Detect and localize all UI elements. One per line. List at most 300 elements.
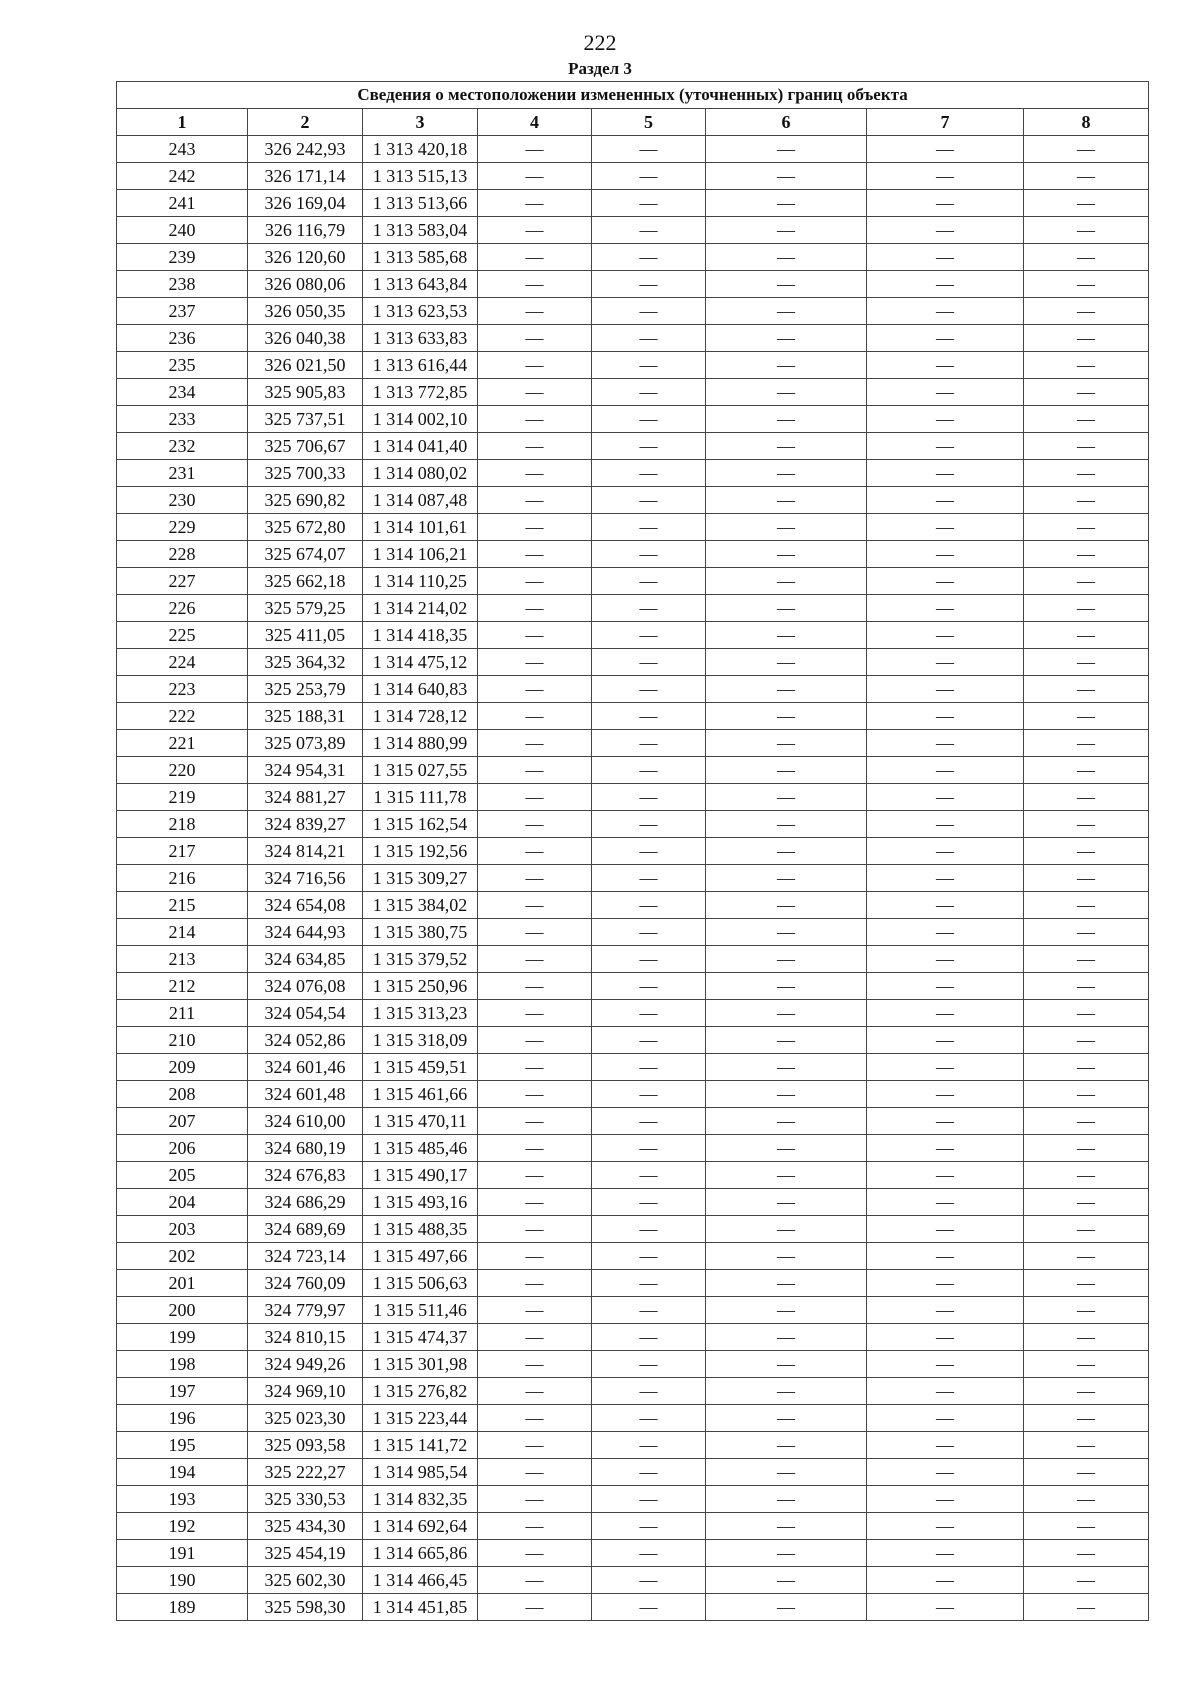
table-row bbox=[117, 811, 1149, 838]
column-6-cell: — bbox=[706, 460, 867, 487]
column-4-cell: — bbox=[478, 1216, 592, 1243]
column-4-cell: — bbox=[478, 1135, 592, 1162]
column-8-cell: — bbox=[1024, 595, 1149, 622]
column-8-cell: — bbox=[1024, 1162, 1149, 1189]
column-8-cell: — bbox=[1024, 919, 1149, 946]
table-row bbox=[117, 676, 1149, 703]
column-6-cell: — bbox=[706, 973, 867, 1000]
column-4-cell: — bbox=[478, 325, 592, 352]
coordinate-y-cell: 1 315 301,98 bbox=[363, 1351, 478, 1378]
column-header-6: 6 bbox=[706, 109, 867, 136]
column-7-cell: — bbox=[867, 190, 1024, 217]
coordinate-y-cell: 1 314 640,83 bbox=[363, 676, 478, 703]
column-8-cell: — bbox=[1024, 784, 1149, 811]
column-4-cell: — bbox=[478, 1459, 592, 1486]
table-row bbox=[117, 838, 1149, 865]
page-number: 222 bbox=[583, 30, 617, 55]
column-5-cell: — bbox=[592, 1162, 706, 1189]
table-row bbox=[117, 1351, 1149, 1378]
column-7-cell: — bbox=[867, 325, 1024, 352]
table-row bbox=[117, 784, 1149, 811]
coordinate-y-cell: 1 315 250,96 bbox=[363, 973, 478, 1000]
column-7-cell: — bbox=[867, 1027, 1024, 1054]
table-row bbox=[117, 298, 1149, 325]
column-6-cell: — bbox=[706, 1162, 867, 1189]
column-8-cell: — bbox=[1024, 568, 1149, 595]
column-8-cell: — bbox=[1024, 757, 1149, 784]
column-6-cell: — bbox=[706, 1378, 867, 1405]
table-row bbox=[117, 1270, 1149, 1297]
coordinate-x-cell: 325 598,30 bbox=[248, 1594, 363, 1621]
point-number-cell: 243 bbox=[117, 136, 248, 163]
coordinate-y-cell: 1 314 106,21 bbox=[363, 541, 478, 568]
column-5-cell: — bbox=[592, 244, 706, 271]
column-4-cell: — bbox=[478, 1351, 592, 1378]
column-6-cell: — bbox=[706, 244, 867, 271]
table-row bbox=[117, 1216, 1149, 1243]
column-6-cell: — bbox=[706, 1432, 867, 1459]
table-row bbox=[117, 757, 1149, 784]
table-row bbox=[117, 1162, 1149, 1189]
table-row bbox=[117, 1189, 1149, 1216]
table-row bbox=[117, 487, 1149, 514]
column-5-cell: — bbox=[592, 865, 706, 892]
column-7-cell: — bbox=[867, 1270, 1024, 1297]
column-5-cell: — bbox=[592, 1432, 706, 1459]
column-8-cell: — bbox=[1024, 298, 1149, 325]
point-number-cell: 219 bbox=[117, 784, 248, 811]
table-row bbox=[117, 271, 1149, 298]
column-4-cell: — bbox=[478, 1432, 592, 1459]
column-4-cell: — bbox=[478, 460, 592, 487]
column-8-cell: — bbox=[1024, 1108, 1149, 1135]
column-5-cell: — bbox=[592, 325, 706, 352]
coordinate-x-cell: 325 188,31 bbox=[248, 703, 363, 730]
column-4-cell: — bbox=[478, 1027, 592, 1054]
table-row bbox=[117, 703, 1149, 730]
column-4-cell: — bbox=[478, 811, 592, 838]
column-6-cell: — bbox=[706, 1513, 867, 1540]
column-4-cell: — bbox=[478, 1081, 592, 1108]
point-number-cell: 235 bbox=[117, 352, 248, 379]
point-number-cell: 200 bbox=[117, 1297, 248, 1324]
column-6-cell: — bbox=[706, 325, 867, 352]
column-8-cell: — bbox=[1024, 811, 1149, 838]
column-5-cell: — bbox=[592, 1054, 706, 1081]
column-5-cell: — bbox=[592, 1351, 706, 1378]
coordinate-x-cell: 324 949,26 bbox=[248, 1351, 363, 1378]
point-number-cell: 212 bbox=[117, 973, 248, 1000]
column-7-cell: — bbox=[867, 1513, 1024, 1540]
coordinate-y-cell: 1 315 506,63 bbox=[363, 1270, 478, 1297]
coordinate-x-cell: 325 411,05 bbox=[248, 622, 363, 649]
column-6-cell: — bbox=[706, 1270, 867, 1297]
column-7-cell: — bbox=[867, 946, 1024, 973]
coordinate-y-cell: 1 315 461,66 bbox=[363, 1081, 478, 1108]
column-4-cell: — bbox=[478, 1189, 592, 1216]
column-7-cell: — bbox=[867, 1162, 1024, 1189]
coordinate-x-cell: 325 672,80 bbox=[248, 514, 363, 541]
column-4-cell: — bbox=[478, 1540, 592, 1567]
coordinate-x-cell: 324 676,83 bbox=[248, 1162, 363, 1189]
column-8-cell: — bbox=[1024, 1540, 1149, 1567]
column-8-cell: — bbox=[1024, 379, 1149, 406]
table-row bbox=[117, 406, 1149, 433]
column-4-cell: — bbox=[478, 136, 592, 163]
coordinate-x-cell: 325 700,33 bbox=[248, 460, 363, 487]
coordinate-y-cell: 1 315 027,55 bbox=[363, 757, 478, 784]
point-number-cell: 205 bbox=[117, 1162, 248, 1189]
point-number-cell: 237 bbox=[117, 298, 248, 325]
column-5-cell: — bbox=[592, 1027, 706, 1054]
point-number-cell: 232 bbox=[117, 433, 248, 460]
table-row bbox=[117, 919, 1149, 946]
column-7-cell: — bbox=[867, 676, 1024, 703]
column-5-cell: — bbox=[592, 1270, 706, 1297]
point-number-cell: 213 bbox=[117, 946, 248, 973]
column-5-cell: — bbox=[592, 406, 706, 433]
column-6-cell: — bbox=[706, 541, 867, 568]
column-6-cell: — bbox=[706, 1189, 867, 1216]
coordinate-x-cell: 324 076,08 bbox=[248, 973, 363, 1000]
coordinate-y-cell: 1 313 772,85 bbox=[363, 379, 478, 406]
point-number-cell: 240 bbox=[117, 217, 248, 244]
column-4-cell: — bbox=[478, 1162, 592, 1189]
column-6-cell: — bbox=[706, 838, 867, 865]
column-5-cell: — bbox=[592, 433, 706, 460]
coordinate-y-cell: 1 315 380,75 bbox=[363, 919, 478, 946]
column-6-cell: — bbox=[706, 379, 867, 406]
column-header-2: 2 bbox=[248, 109, 363, 136]
coordinate-y-cell: 1 313 513,66 bbox=[363, 190, 478, 217]
column-5-cell: — bbox=[592, 217, 706, 244]
table-row bbox=[117, 163, 1149, 190]
coordinate-y-cell: 1 315 141,72 bbox=[363, 1432, 478, 1459]
column-8-cell: — bbox=[1024, 1000, 1149, 1027]
point-number-cell: 225 bbox=[117, 622, 248, 649]
point-number-cell: 216 bbox=[117, 865, 248, 892]
column-6-cell: — bbox=[706, 676, 867, 703]
column-5-cell: — bbox=[592, 703, 706, 730]
column-4-cell: — bbox=[478, 892, 592, 919]
table-row bbox=[117, 352, 1149, 379]
point-number-cell: 190 bbox=[117, 1567, 248, 1594]
coordinate-y-cell: 1 315 379,52 bbox=[363, 946, 478, 973]
column-8-cell: — bbox=[1024, 730, 1149, 757]
column-7-cell: — bbox=[867, 271, 1024, 298]
point-number-cell: 191 bbox=[117, 1540, 248, 1567]
table-row bbox=[117, 595, 1149, 622]
column-7-cell: — bbox=[867, 973, 1024, 1000]
column-4-cell: — bbox=[478, 163, 592, 190]
coordinate-y-cell: 1 313 585,68 bbox=[363, 244, 478, 271]
column-8-cell: — bbox=[1024, 865, 1149, 892]
column-8-cell: — bbox=[1024, 1459, 1149, 1486]
table-row bbox=[117, 244, 1149, 271]
table-row bbox=[117, 1405, 1149, 1432]
column-8-cell: — bbox=[1024, 973, 1149, 1000]
column-8-cell: — bbox=[1024, 1216, 1149, 1243]
coordinate-y-cell: 1 315 223,44 bbox=[363, 1405, 478, 1432]
column-8-cell: — bbox=[1024, 703, 1149, 730]
coordinate-y-cell: 1 314 728,12 bbox=[363, 703, 478, 730]
table-row bbox=[117, 1297, 1149, 1324]
column-4-cell: — bbox=[478, 1594, 592, 1621]
point-number-cell: 194 bbox=[117, 1459, 248, 1486]
point-number-cell: 207 bbox=[117, 1108, 248, 1135]
coordinate-x-cell: 325 073,89 bbox=[248, 730, 363, 757]
column-7-cell: — bbox=[867, 487, 1024, 514]
coordinate-y-cell: 1 315 485,46 bbox=[363, 1135, 478, 1162]
column-7-cell: — bbox=[867, 460, 1024, 487]
column-7-cell: — bbox=[867, 1459, 1024, 1486]
coordinate-y-cell: 1 313 643,84 bbox=[363, 271, 478, 298]
column-8-cell: — bbox=[1024, 514, 1149, 541]
column-7-cell: — bbox=[867, 1081, 1024, 1108]
table-row bbox=[117, 460, 1149, 487]
column-8-cell: — bbox=[1024, 1567, 1149, 1594]
coordinate-x-cell: 324 680,19 bbox=[248, 1135, 363, 1162]
column-8-cell: — bbox=[1024, 676, 1149, 703]
column-8-cell: — bbox=[1024, 244, 1149, 271]
column-header-7: 7 bbox=[867, 109, 1024, 136]
point-number-cell: 209 bbox=[117, 1054, 248, 1081]
column-7-cell: — bbox=[867, 541, 1024, 568]
column-5-cell: — bbox=[592, 298, 706, 325]
coordinate-y-cell: 1 314 002,10 bbox=[363, 406, 478, 433]
column-6-cell: — bbox=[706, 1324, 867, 1351]
coordinate-y-cell: 1 314 214,02 bbox=[363, 595, 478, 622]
column-5-cell: — bbox=[592, 1378, 706, 1405]
column-6-cell: — bbox=[706, 1108, 867, 1135]
point-number-cell: 189 bbox=[117, 1594, 248, 1621]
coordinate-y-cell: 1 314 880,99 bbox=[363, 730, 478, 757]
table-body bbox=[117, 136, 1149, 1621]
column-4-cell: — bbox=[478, 217, 592, 244]
column-6-cell: — bbox=[706, 568, 867, 595]
column-8-cell: — bbox=[1024, 190, 1149, 217]
table-row bbox=[117, 379, 1149, 406]
column-6-cell: — bbox=[706, 1297, 867, 1324]
table-row bbox=[117, 946, 1149, 973]
column-5-cell: — bbox=[592, 1513, 706, 1540]
table-row bbox=[117, 1513, 1149, 1540]
column-5-cell: — bbox=[592, 1486, 706, 1513]
column-6-cell: — bbox=[706, 1351, 867, 1378]
point-number-cell: 192 bbox=[117, 1513, 248, 1540]
table-caption: Сведения о местоположении измененных (уточненных) границ объекта bbox=[117, 82, 1149, 109]
coordinate-y-cell: 1 314 110,25 bbox=[363, 568, 478, 595]
column-5-cell: — bbox=[592, 757, 706, 784]
column-4-cell: — bbox=[478, 784, 592, 811]
coordinate-x-cell: 324 634,85 bbox=[248, 946, 363, 973]
coordinate-x-cell: 326 116,79 bbox=[248, 217, 363, 244]
coordinate-y-cell: 1 315 497,66 bbox=[363, 1243, 478, 1270]
coordinate-y-cell: 1 313 616,44 bbox=[363, 352, 478, 379]
column-7-cell: — bbox=[867, 1135, 1024, 1162]
column-4-cell: — bbox=[478, 514, 592, 541]
column-5-cell: — bbox=[592, 973, 706, 1000]
point-number-cell: 218 bbox=[117, 811, 248, 838]
coordinate-x-cell: 324 610,00 bbox=[248, 1108, 363, 1135]
coordinate-y-cell: 1 313 515,13 bbox=[363, 163, 478, 190]
column-4-cell: — bbox=[478, 1378, 592, 1405]
column-7-cell: — bbox=[867, 1378, 1024, 1405]
column-5-cell: — bbox=[592, 1243, 706, 1270]
column-7-cell: — bbox=[867, 838, 1024, 865]
table-row bbox=[117, 1459, 1149, 1486]
column-8-cell: — bbox=[1024, 433, 1149, 460]
point-number-cell: 233 bbox=[117, 406, 248, 433]
coordinate-y-cell: 1 314 692,64 bbox=[363, 1513, 478, 1540]
coordinate-x-cell: 325 690,82 bbox=[248, 487, 363, 514]
column-header-1: 1 bbox=[117, 109, 248, 136]
column-5-cell: — bbox=[592, 514, 706, 541]
column-7-cell: — bbox=[867, 1594, 1024, 1621]
column-6-cell: — bbox=[706, 1081, 867, 1108]
column-4-cell: — bbox=[478, 568, 592, 595]
column-header-4: 4 bbox=[478, 109, 592, 136]
column-4-cell: — bbox=[478, 1486, 592, 1513]
column-5-cell: — bbox=[592, 1216, 706, 1243]
coordinate-x-cell: 325 253,79 bbox=[248, 676, 363, 703]
column-7-cell: — bbox=[867, 568, 1024, 595]
column-6-cell: — bbox=[706, 163, 867, 190]
column-5-cell: — bbox=[592, 379, 706, 406]
coordinate-y-cell: 1 314 665,86 bbox=[363, 1540, 478, 1567]
coordinate-x-cell: 324 814,21 bbox=[248, 838, 363, 865]
column-8-cell: — bbox=[1024, 1027, 1149, 1054]
coordinate-y-cell: 1 315 276,82 bbox=[363, 1378, 478, 1405]
coordinate-x-cell: 324 810,15 bbox=[248, 1324, 363, 1351]
point-number-cell: 228 bbox=[117, 541, 248, 568]
column-4-cell: — bbox=[478, 757, 592, 784]
table-row bbox=[117, 1378, 1149, 1405]
point-number-cell: 208 bbox=[117, 1081, 248, 1108]
point-number-cell: 221 bbox=[117, 730, 248, 757]
coordinate-y-cell: 1 313 420,18 bbox=[363, 136, 478, 163]
coordinate-y-cell: 1 315 488,35 bbox=[363, 1216, 478, 1243]
column-5-cell: — bbox=[592, 1324, 706, 1351]
column-4-cell: — bbox=[478, 1324, 592, 1351]
coordinate-y-cell: 1 314 418,35 bbox=[363, 622, 478, 649]
column-6-cell: — bbox=[706, 622, 867, 649]
column-header-5: 5 bbox=[592, 109, 706, 136]
column-8-cell: — bbox=[1024, 1378, 1149, 1405]
column-5-cell: — bbox=[592, 730, 706, 757]
column-5-cell: — bbox=[592, 271, 706, 298]
column-6-cell: — bbox=[706, 406, 867, 433]
column-8-cell: — bbox=[1024, 406, 1149, 433]
column-4-cell: — bbox=[478, 1270, 592, 1297]
column-8-cell: — bbox=[1024, 460, 1149, 487]
coordinate-x-cell: 325 023,30 bbox=[248, 1405, 363, 1432]
coordinate-y-cell: 1 315 490,17 bbox=[363, 1162, 478, 1189]
point-number-cell: 204 bbox=[117, 1189, 248, 1216]
point-number-cell: 231 bbox=[117, 460, 248, 487]
column-7-cell: — bbox=[867, 622, 1024, 649]
column-4-cell: — bbox=[478, 244, 592, 271]
point-number-cell: 242 bbox=[117, 163, 248, 190]
column-7-cell: — bbox=[867, 811, 1024, 838]
coordinate-x-cell: 324 054,54 bbox=[248, 1000, 363, 1027]
coordinate-y-cell: 1 314 985,54 bbox=[363, 1459, 478, 1486]
coordinate-y-cell: 1 314 101,61 bbox=[363, 514, 478, 541]
column-6-cell: — bbox=[706, 298, 867, 325]
coordinate-x-cell: 326 169,04 bbox=[248, 190, 363, 217]
coordinate-x-cell: 324 760,09 bbox=[248, 1270, 363, 1297]
column-6-cell: — bbox=[706, 595, 867, 622]
point-number-cell: 238 bbox=[117, 271, 248, 298]
coordinate-x-cell: 325 706,67 bbox=[248, 433, 363, 460]
column-header-3: 3 bbox=[363, 109, 478, 136]
coordinate-x-cell: 325 222,27 bbox=[248, 1459, 363, 1486]
coordinate-y-cell: 1 314 087,48 bbox=[363, 487, 478, 514]
coordinate-y-cell: 1 314 466,45 bbox=[363, 1567, 478, 1594]
boundary-coordinates-table bbox=[116, 81, 1149, 1621]
point-number-cell: 202 bbox=[117, 1243, 248, 1270]
column-6-cell: — bbox=[706, 1540, 867, 1567]
column-6-cell: — bbox=[706, 946, 867, 973]
point-number-cell: 203 bbox=[117, 1216, 248, 1243]
column-6-cell: — bbox=[706, 811, 867, 838]
coordinate-y-cell: 1 313 623,53 bbox=[363, 298, 478, 325]
column-6-cell: — bbox=[706, 217, 867, 244]
coordinate-x-cell: 326 050,35 bbox=[248, 298, 363, 325]
column-4-cell: — bbox=[478, 838, 592, 865]
coordinate-x-cell: 325 364,32 bbox=[248, 649, 363, 676]
column-7-cell: — bbox=[867, 352, 1024, 379]
coordinate-y-cell: 1 315 384,02 bbox=[363, 892, 478, 919]
column-5-cell: — bbox=[592, 622, 706, 649]
column-4-cell: — bbox=[478, 271, 592, 298]
point-number-cell: 223 bbox=[117, 676, 248, 703]
column-6-cell: — bbox=[706, 1000, 867, 1027]
table-row bbox=[117, 136, 1149, 163]
point-number-cell: 226 bbox=[117, 595, 248, 622]
column-8-cell: — bbox=[1024, 1513, 1149, 1540]
coordinate-y-cell: 1 315 511,46 bbox=[363, 1297, 478, 1324]
table-row bbox=[117, 568, 1149, 595]
column-8-cell: — bbox=[1024, 1081, 1149, 1108]
column-8-cell: — bbox=[1024, 838, 1149, 865]
column-8-cell: — bbox=[1024, 1432, 1149, 1459]
point-number-cell: 227 bbox=[117, 568, 248, 595]
column-6-cell: — bbox=[706, 1027, 867, 1054]
column-7-cell: — bbox=[867, 703, 1024, 730]
table-row bbox=[117, 325, 1149, 352]
column-5-cell: — bbox=[592, 1108, 706, 1135]
column-7-cell: — bbox=[867, 1297, 1024, 1324]
table-row bbox=[117, 541, 1149, 568]
coordinate-x-cell: 324 779,97 bbox=[248, 1297, 363, 1324]
coordinate-x-cell: 326 040,38 bbox=[248, 325, 363, 352]
column-5-cell: — bbox=[592, 1000, 706, 1027]
coordinate-x-cell: 324 644,93 bbox=[248, 919, 363, 946]
table-row bbox=[117, 622, 1149, 649]
coordinate-y-cell: 1 314 080,02 bbox=[363, 460, 478, 487]
coordinate-x-cell: 324 052,86 bbox=[248, 1027, 363, 1054]
column-7-cell: — bbox=[867, 379, 1024, 406]
table-row bbox=[117, 1432, 1149, 1459]
column-5-cell: — bbox=[592, 838, 706, 865]
column-6-cell: — bbox=[706, 919, 867, 946]
table-row bbox=[117, 1540, 1149, 1567]
column-6-cell: — bbox=[706, 1054, 867, 1081]
point-number-cell: 206 bbox=[117, 1135, 248, 1162]
coordinate-x-cell: 325 093,58 bbox=[248, 1432, 363, 1459]
point-number-cell: 215 bbox=[117, 892, 248, 919]
